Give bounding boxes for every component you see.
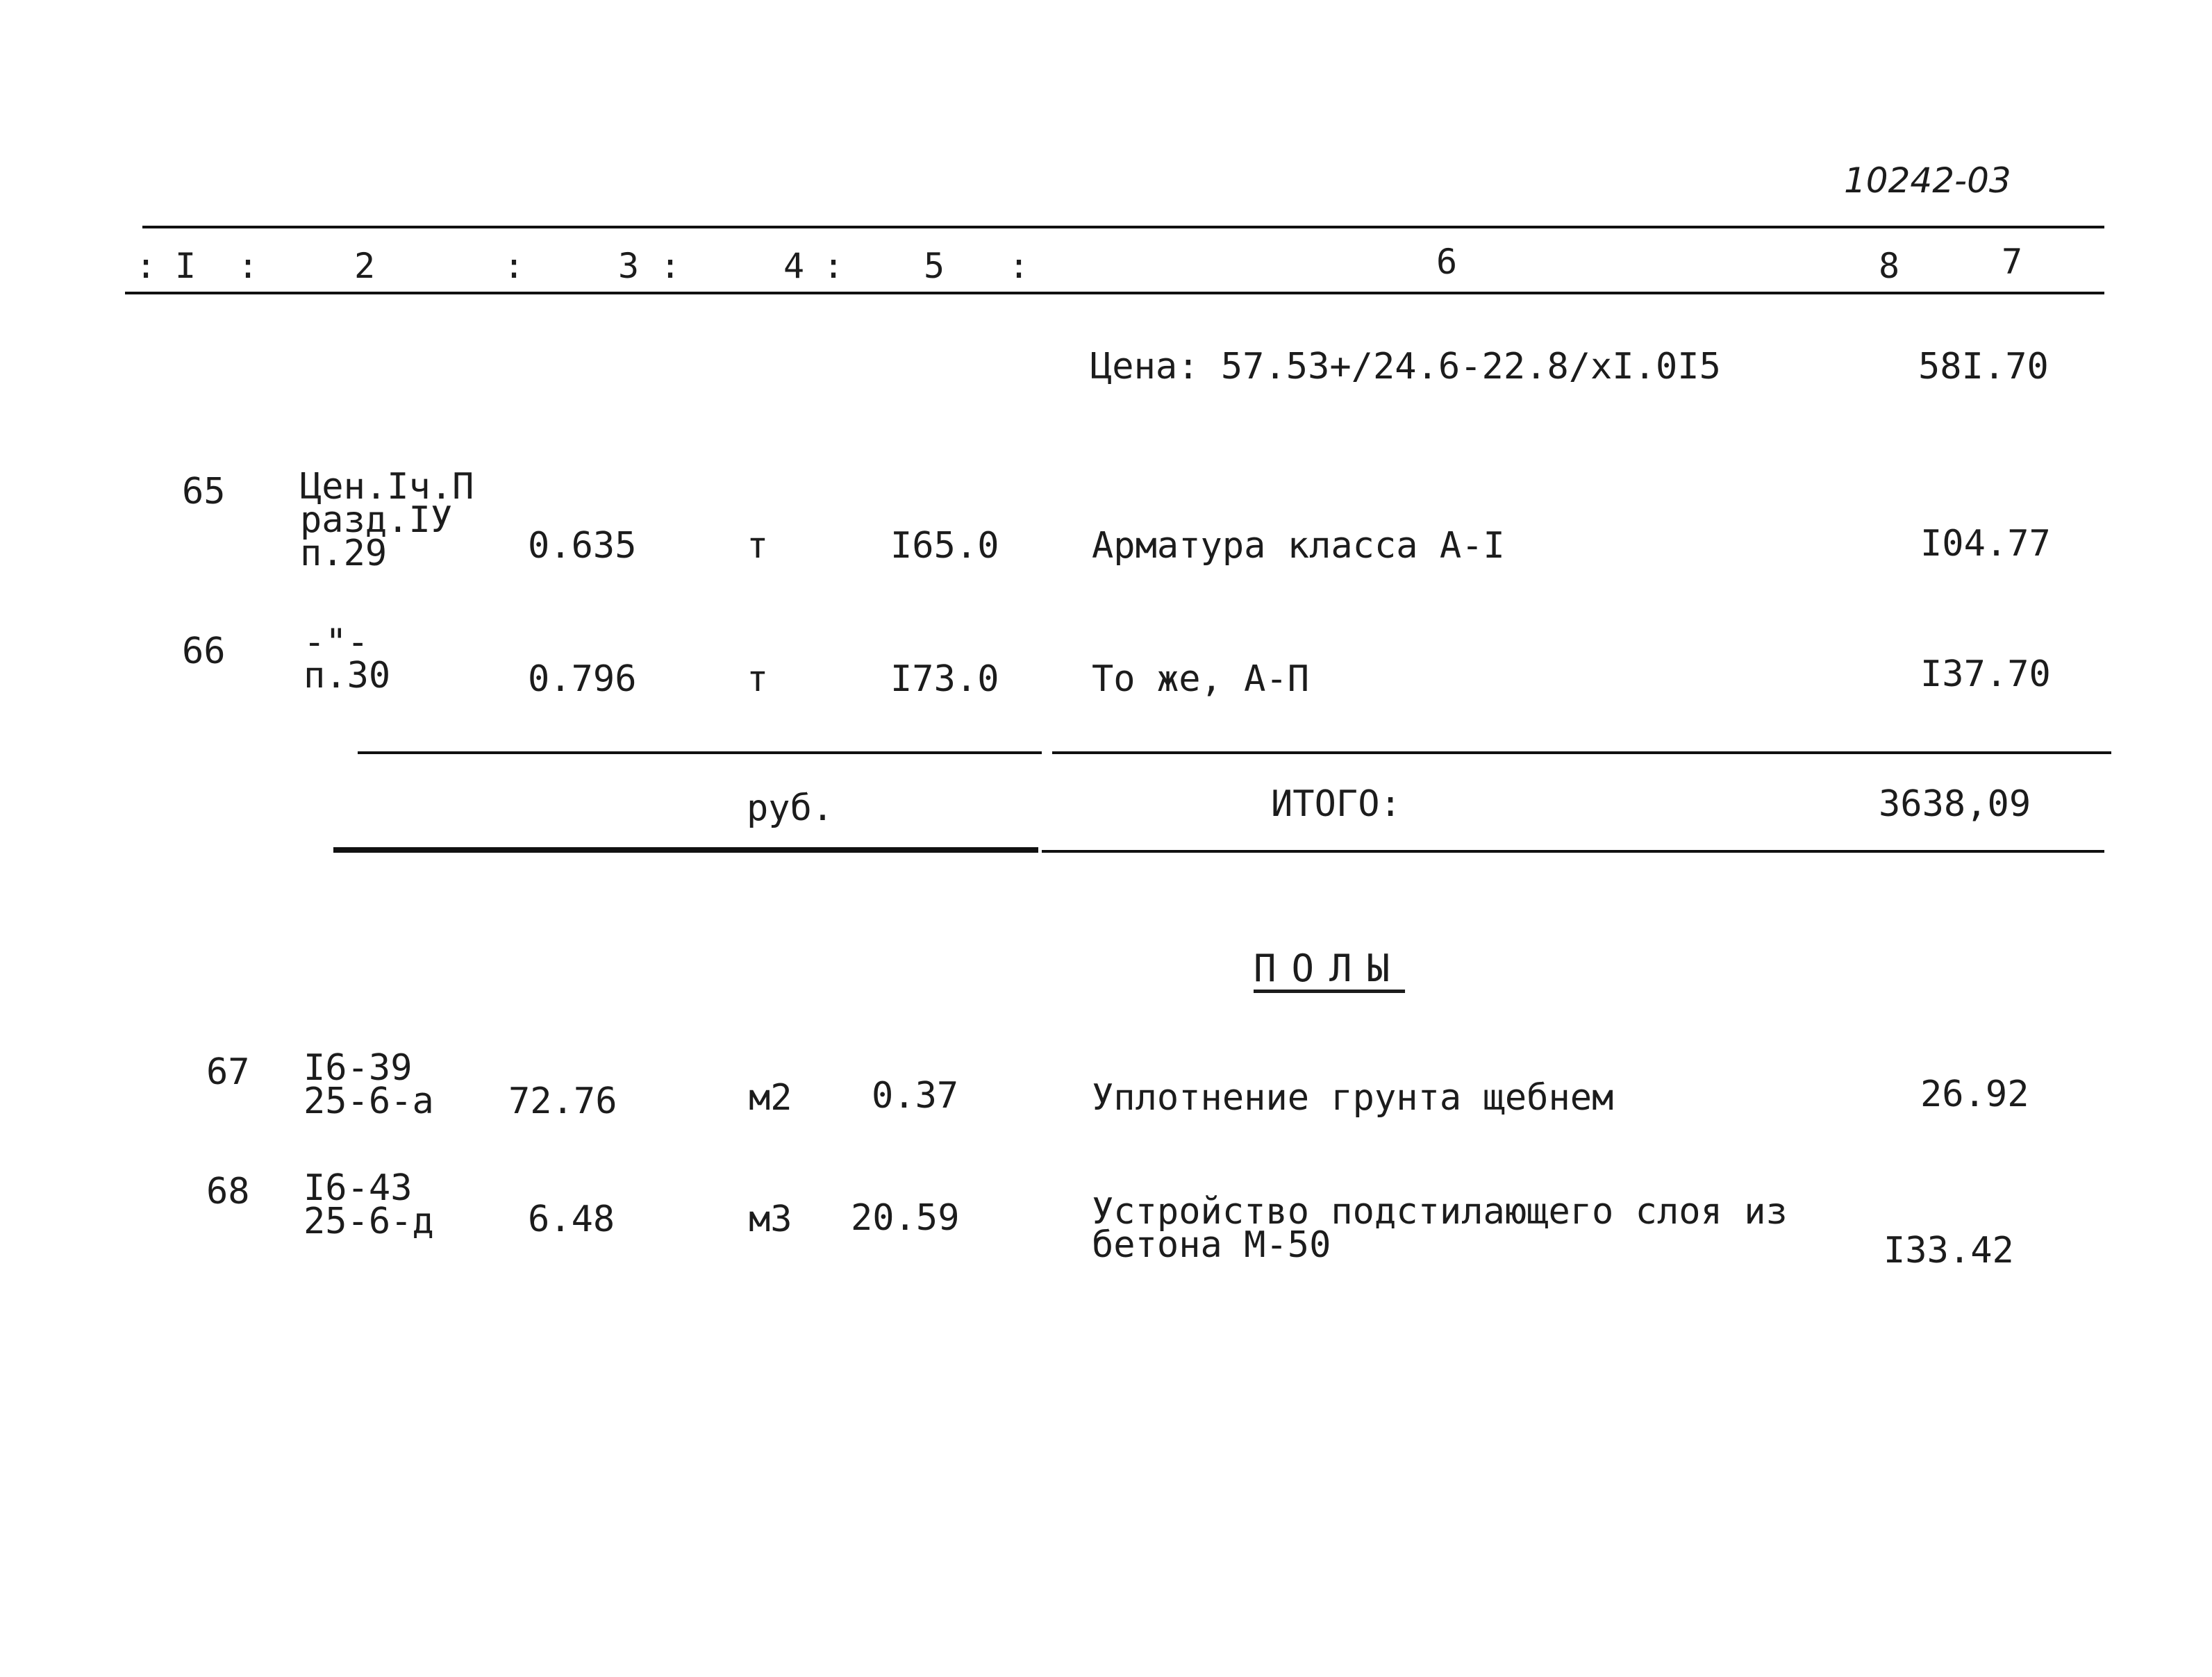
row-quantity: 0.796 — [528, 658, 637, 700]
col-header-5: 5 — [924, 246, 945, 286]
price-formula-amount: 58I.70 — [1918, 346, 2049, 387]
subtotal-top-rule-right — [1052, 751, 2111, 754]
header-bottom-rule — [125, 292, 2104, 294]
subtotal-bottom-rule-right — [1042, 850, 2104, 853]
col-separator: : — [823, 246, 845, 286]
col-separator: : — [660, 246, 681, 286]
row-number: 65 — [182, 471, 226, 512]
row-total: I04.77 — [1920, 523, 2051, 565]
subtotal-amount: 3638,09 — [1879, 783, 2031, 825]
row-unit-price: 20.59 — [851, 1197, 960, 1239]
subtotal-currency: руб. — [747, 787, 834, 829]
row-quantity: 6.48 — [528, 1199, 615, 1240]
subtotal-bottom-rule-left — [333, 847, 1038, 853]
col-header-7: 7 — [2002, 242, 2023, 282]
row-unit: т — [747, 525, 769, 567]
row-reference: Цен.Iч.П разд.IУ п.29 — [300, 466, 474, 574]
col-separator: : — [504, 246, 525, 286]
row-total: 26.92 — [1920, 1074, 2029, 1115]
row-unit-price: I73.0 — [890, 658, 999, 700]
row-quantity: 0.635 — [528, 525, 637, 567]
col-separator: : — [238, 246, 259, 286]
row-reference: I6-39 25-6-а — [303, 1047, 434, 1122]
row-reference: I6-43 25-6-д — [303, 1167, 434, 1242]
col-separator: : — [1008, 246, 1030, 286]
row-unit-price: I65.0 — [890, 525, 999, 567]
row-description: Уплотнение грунта щебнем — [1092, 1077, 1614, 1119]
row-number: 68 — [206, 1171, 250, 1212]
row-total: I33.42 — [1883, 1230, 2014, 1271]
section-title: ПОЛЫ — [1254, 946, 1406, 990]
row-description: Устройство подстилающего слоя из бетона М-50 — [1092, 1191, 1788, 1266]
row-reference: -"- п.30 — [303, 621, 391, 696]
price-formula: Цена: 57.53+/24.6-22.8/xI.0I5 — [1090, 346, 1721, 387]
row-unit: т — [747, 658, 769, 700]
row-description: То же, А-П — [1092, 658, 1310, 700]
col-header-8: 8 — [1879, 246, 1900, 286]
col-header-6: 6 — [1436, 242, 1458, 282]
row-total: I37.70 — [1920, 653, 2051, 695]
row-quantity: 72.76 — [508, 1081, 617, 1122]
subtotal-label: ИТОГО: — [1271, 783, 1402, 825]
col-header-1: I — [175, 246, 197, 286]
document-number: 10242-03 — [1844, 160, 2011, 201]
row-number: 67 — [206, 1051, 250, 1093]
row-number: 66 — [182, 631, 226, 672]
col-header-2: 2 — [354, 246, 376, 286]
col-separator: : — [135, 246, 157, 286]
row-unit: м3 — [749, 1199, 792, 1240]
row-unit: м2 — [749, 1077, 792, 1119]
header-top-rule — [142, 226, 2104, 228]
row-description: Арматура класса А-I — [1092, 525, 1505, 567]
row-unit-price: 0.37 — [872, 1075, 959, 1117]
col-header-3: 3 — [618, 246, 640, 286]
col-header-4: 4 — [783, 246, 805, 286]
subtotal-top-rule-left — [358, 751, 1042, 754]
